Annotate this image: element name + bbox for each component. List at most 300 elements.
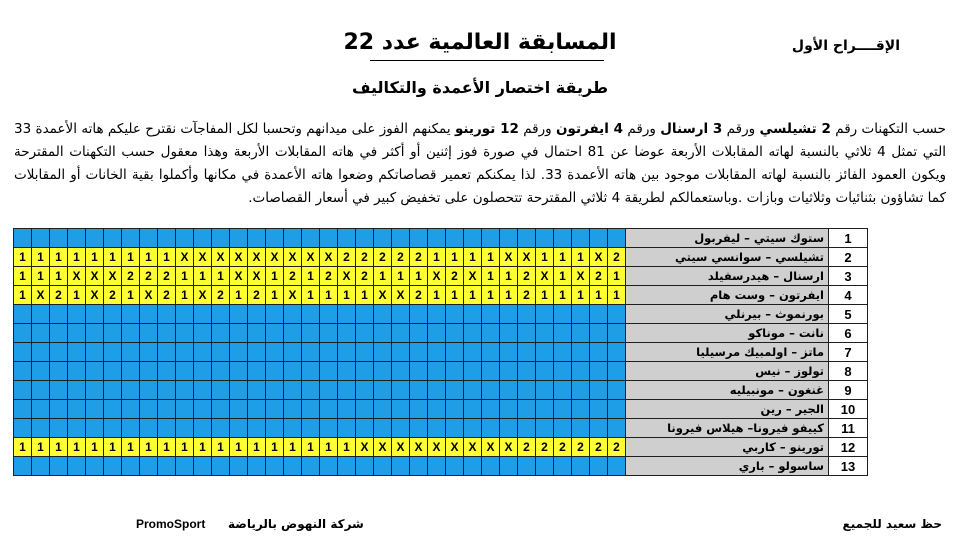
grid-cell: [14, 305, 32, 324]
grid-cell: [212, 343, 230, 362]
table-row: [14, 400, 868, 419]
grid-cell: [140, 419, 158, 438]
grid-cell: [392, 457, 410, 476]
grid-cell: 1: [482, 286, 500, 305]
table-row: [14, 286, 868, 305]
grid-cell: [500, 362, 518, 381]
grid-cell: [392, 362, 410, 381]
grid-cell: [86, 324, 104, 343]
para-text-3: ورقم: [623, 121, 661, 137]
grid-cell: 2: [608, 438, 626, 457]
grid-cell: 2: [410, 286, 428, 305]
grid-cell: X: [428, 267, 446, 286]
grid-cell: [536, 343, 554, 362]
grid-cell: [122, 362, 140, 381]
grid-cell: [104, 457, 122, 476]
grid-cell: [68, 419, 86, 438]
para-text-5: يمكنهم الفوز على ميدانهم وتحسبا لكل المفاجآت نقترح عليكم هاته الأعمدة 33 التي تمثل 4 ثلاثي بالنسبة لهاته المقابلات الأربعة عوضا عن 81 احتمال في صورة فوز إثنين أو أكثر في هاته المقابلات الأربعة وهذا معقول حسب التكهنات المقترحة ويكون العمود الفائز بالنسبة لهاته المقابلات موجود بين هاته الأعمدة 33. لذا يمكنكم تعمير قصاصاتكم وضعوا هاته الأعمدة في مكانها وأكملوا بقية الخانات أو المقابلات كما تشاؤون بثنائيات وثلاثيات وبازات .وباستعمالكم لطريقة 4 ثلاثي المقترحة تتحصلون على تخفيض كبير في أسعار القصاصات.: [14, 121, 946, 206]
grid-cell: [302, 229, 320, 248]
grid-cell: [518, 343, 536, 362]
grid-cell: [410, 362, 428, 381]
match-name: تولوز – نيس: [626, 362, 829, 381]
grid-cell: [122, 305, 140, 324]
grid-cell: [266, 324, 284, 343]
grid-cell: [320, 457, 338, 476]
grid-cell: 1: [500, 267, 518, 286]
grid-cell: [248, 400, 266, 419]
grid-cell: [464, 229, 482, 248]
match-number: 2: [829, 248, 868, 267]
grid-cell: X: [176, 248, 194, 267]
grid-cell: 1: [230, 438, 248, 457]
grid-cell: [248, 381, 266, 400]
grid-cell: [392, 324, 410, 343]
grid-cell: [266, 343, 284, 362]
grid-cell: [122, 457, 140, 476]
match-name: ماتز – اولمبيك مرسيليا: [626, 343, 829, 362]
grid-cell: X: [428, 438, 446, 457]
grid-cell: [590, 305, 608, 324]
grid-cell: [464, 324, 482, 343]
grid-cell: [392, 229, 410, 248]
grid-cell: 1: [86, 248, 104, 267]
grid-cell: [284, 381, 302, 400]
grid-cell: [536, 457, 554, 476]
grid-cell: 1: [410, 267, 428, 286]
grid-cell: [608, 305, 626, 324]
grid-cell: [590, 362, 608, 381]
grid-cell: [32, 457, 50, 476]
grid-cell: 1: [140, 248, 158, 267]
grid-cell: 2: [284, 267, 302, 286]
grid-cell: [122, 229, 140, 248]
grid-cell: [68, 324, 86, 343]
grid-cell: [572, 419, 590, 438]
grid-cell: 2: [392, 248, 410, 267]
grid-cell: [104, 400, 122, 419]
grid-cell: X: [68, 267, 86, 286]
grid-cell: 1: [554, 248, 572, 267]
grid-cell: 1: [266, 438, 284, 457]
grid-cell: [14, 400, 32, 419]
grid-cell: [68, 343, 86, 362]
grid-cell: [176, 419, 194, 438]
grid-cell: [518, 305, 536, 324]
grid-cell: [32, 400, 50, 419]
match-number: 9: [829, 381, 868, 400]
grid-cell: [572, 305, 590, 324]
grid-cell: [86, 305, 104, 324]
match-number: 4: [829, 286, 868, 305]
grid-cell: [482, 362, 500, 381]
grid-cell: 2: [338, 248, 356, 267]
grid-cell: [374, 457, 392, 476]
grid-cell: 1: [464, 286, 482, 305]
brand-name: PromoSport: [136, 517, 206, 531]
grid-cell: 1: [482, 248, 500, 267]
grid-cell: [554, 305, 572, 324]
grid-cell: [32, 343, 50, 362]
grid-cell: [14, 381, 32, 400]
grid-cell: [302, 305, 320, 324]
pick-torino: 12 تورينو: [454, 121, 519, 137]
match-number: 3: [829, 267, 868, 286]
grid-cell: X: [446, 438, 464, 457]
grid-cell: [482, 457, 500, 476]
grid-cell: 1: [266, 267, 284, 286]
grid-cell: [50, 381, 68, 400]
grid-cell: X: [500, 438, 518, 457]
grid-cell: 2: [248, 286, 266, 305]
grid-cell: [572, 362, 590, 381]
grid-cell: [608, 381, 626, 400]
grid-cell: [590, 457, 608, 476]
grid-cell: [338, 324, 356, 343]
pick-arsenal: 3 ارسنال: [660, 121, 723, 137]
grid-cell: X: [266, 248, 284, 267]
grid-cell: [410, 381, 428, 400]
grid-cell: [284, 229, 302, 248]
grid-cell: [266, 457, 284, 476]
grid-cell: [50, 229, 68, 248]
table-row: [14, 381, 868, 400]
proposal-label: الإقــــراح الأول: [791, 38, 900, 54]
grid-cell: [554, 229, 572, 248]
grid-cell: 2: [608, 248, 626, 267]
grid-cell: [356, 305, 374, 324]
grid-cell: [176, 229, 194, 248]
grid-cell: [122, 400, 140, 419]
grid-cell: [608, 362, 626, 381]
grid-cell: [446, 457, 464, 476]
grid-cell: [320, 400, 338, 419]
grid-cell: [86, 362, 104, 381]
grid-cell: [68, 457, 86, 476]
grid-cell: [356, 381, 374, 400]
grid-cell: [50, 324, 68, 343]
grid-cell: [194, 343, 212, 362]
grid-cell: 1: [554, 286, 572, 305]
para-text-1: حسب التكهنات رقم: [830, 121, 946, 137]
grid-cell: [572, 381, 590, 400]
grid-cell: 1: [428, 248, 446, 267]
grid-cell: [230, 305, 248, 324]
grid-cell: 1: [446, 286, 464, 305]
grid-cell: [446, 381, 464, 400]
grid-cell: 2: [554, 438, 572, 457]
grid-cell: [32, 419, 50, 438]
grid-cell: 1: [464, 248, 482, 267]
grid-cell: 1: [194, 267, 212, 286]
grid-cell: [554, 362, 572, 381]
combinations-grid: [13, 228, 868, 476]
pick-chelsea: 2 تشيلسي: [759, 121, 831, 137]
grid-cell: [248, 229, 266, 248]
grid-cell: [410, 229, 428, 248]
grid-cell: X: [410, 438, 428, 457]
grid-cell: 2: [104, 286, 122, 305]
grid-cell: 2: [518, 286, 536, 305]
grid-cell: [284, 362, 302, 381]
grid-cell: X: [104, 267, 122, 286]
grid-cell: [230, 457, 248, 476]
match-number: 11: [829, 419, 868, 438]
grid-cell: [482, 400, 500, 419]
page-subtitle: طريقة اختصار الأعمدة والتكاليف: [351, 78, 609, 97]
table-row: [14, 438, 868, 457]
grid-cell: [518, 229, 536, 248]
grid-cell: [176, 305, 194, 324]
grid-cell: X: [482, 438, 500, 457]
grid-cell: 1: [572, 286, 590, 305]
grid-cell: [212, 305, 230, 324]
grid-cell: 1: [122, 286, 140, 305]
table-row: [14, 267, 868, 286]
grid-cell: [500, 400, 518, 419]
grid-cell: [104, 381, 122, 400]
grid-cell: [464, 457, 482, 476]
grid-cell: [374, 305, 392, 324]
match-name: تشيلسي – سوانسي سيتي: [626, 248, 829, 267]
grid-cell: [32, 362, 50, 381]
company-name: شركة النهوض بالرياضة: [228, 517, 364, 531]
grid-cell: [356, 343, 374, 362]
match-number: 6: [829, 324, 868, 343]
grid-cell: [68, 400, 86, 419]
grid-cell: [356, 419, 374, 438]
grid-cell: [194, 324, 212, 343]
grid-cell: 2: [140, 267, 158, 286]
grid-cell: [356, 457, 374, 476]
grid-cell: 1: [86, 438, 104, 457]
grid-cell: [104, 419, 122, 438]
grid-cell: [482, 419, 500, 438]
grid-cell: 1: [338, 286, 356, 305]
grid-cell: [176, 324, 194, 343]
grid-cell: [428, 324, 446, 343]
grid-cell: [284, 457, 302, 476]
grid-cell: [104, 343, 122, 362]
grid-cell: [104, 305, 122, 324]
grid-cell: [356, 229, 374, 248]
grid-cell: [140, 305, 158, 324]
grid-cell: [230, 419, 248, 438]
grid-cell: [392, 400, 410, 419]
grid-cell: 2: [158, 267, 176, 286]
grid-cell: [590, 324, 608, 343]
grid-cell: [482, 229, 500, 248]
grid-cell: [428, 419, 446, 438]
grid-cell: [590, 343, 608, 362]
grid-cell: [500, 381, 518, 400]
grid-cell: 1: [284, 438, 302, 457]
grid-cell: 1: [158, 438, 176, 457]
grid-cell: 1: [212, 438, 230, 457]
grid-cell: [446, 400, 464, 419]
table-row: [14, 362, 868, 381]
grid-cell: 1: [50, 438, 68, 457]
grid-cell: [140, 400, 158, 419]
grid-cell: [374, 229, 392, 248]
grid-cell: X: [32, 286, 50, 305]
grid-cell: [374, 419, 392, 438]
grid-cell: [50, 305, 68, 324]
grid-cell: [140, 381, 158, 400]
grid-cell: [14, 362, 32, 381]
grid-cell: [176, 343, 194, 362]
match-name: ايفرتون – وست هام: [626, 286, 829, 305]
grid-cell: X: [140, 286, 158, 305]
grid-cell: [302, 419, 320, 438]
grid-cell: [410, 343, 428, 362]
grid-cell: [194, 305, 212, 324]
grid-cell: X: [464, 267, 482, 286]
grid-cell: [194, 457, 212, 476]
grid-cell: [212, 457, 230, 476]
grid-cell: [32, 229, 50, 248]
match-number: 12: [829, 438, 868, 457]
grid-cell: [464, 343, 482, 362]
grid-cell: [158, 305, 176, 324]
grid-cell: 1: [356, 286, 374, 305]
grid-cell: [302, 457, 320, 476]
match-number: 1: [829, 229, 868, 248]
grid-cell: X: [86, 286, 104, 305]
grid-cell: 1: [392, 267, 410, 286]
grid-cell: [86, 381, 104, 400]
grid-cell: [518, 362, 536, 381]
grid-cell: [446, 324, 464, 343]
grid-cell: [392, 305, 410, 324]
grid-cell: [608, 343, 626, 362]
grid-cell: [320, 381, 338, 400]
table-row: [14, 305, 868, 324]
grid-cell: 2: [50, 286, 68, 305]
grid-cell: [194, 362, 212, 381]
grid-cell: X: [338, 267, 356, 286]
grid-cell: [536, 362, 554, 381]
grid-cell: [248, 305, 266, 324]
grid-cell: [14, 457, 32, 476]
grid-cell: [338, 457, 356, 476]
grid-cell: 2: [356, 267, 374, 286]
match-name: بورنموث – بيرنلي: [626, 305, 829, 324]
grid-cell: 2: [518, 438, 536, 457]
grid-cell: X: [194, 286, 212, 305]
grid-cell: [428, 229, 446, 248]
grid-cell: [572, 457, 590, 476]
grid-cell: 2: [410, 248, 428, 267]
grid-cell: [104, 324, 122, 343]
grid-cell: [446, 305, 464, 324]
table-row: [14, 248, 868, 267]
grid-cell: [248, 324, 266, 343]
grid-cell: 2: [572, 438, 590, 457]
grid-cell: [194, 381, 212, 400]
grid-cell: [14, 343, 32, 362]
grid-cell: 1: [14, 286, 32, 305]
grid-cell: [536, 305, 554, 324]
grid-cell: [464, 305, 482, 324]
grid-cell: [482, 324, 500, 343]
para-text-4: ورقم: [518, 121, 557, 137]
grid-cell: 1: [104, 248, 122, 267]
grid-cell: X: [374, 286, 392, 305]
grid-cell: 1: [14, 438, 32, 457]
table-row: [14, 419, 868, 438]
match-name: ارسنال – هيدرسفيلد: [626, 267, 829, 286]
grid-cell: [284, 324, 302, 343]
grid-cell: [140, 229, 158, 248]
description-paragraph: [14, 118, 946, 210]
grid-cell: 1: [104, 438, 122, 457]
grid-cell: 2: [212, 286, 230, 305]
grid-cell: [14, 419, 32, 438]
grid-cell: [68, 362, 86, 381]
grid-cell: [518, 400, 536, 419]
grid-cell: [194, 229, 212, 248]
grid-cell: [68, 229, 86, 248]
grid-cell: [374, 400, 392, 419]
grid-cell: [212, 381, 230, 400]
grid-cell: [104, 229, 122, 248]
grid-cell: [158, 457, 176, 476]
grid-cell: [464, 362, 482, 381]
match-number: 7: [829, 343, 868, 362]
match-number: 5: [829, 305, 868, 324]
grid-cell: [410, 400, 428, 419]
grid-cell: [338, 362, 356, 381]
grid-cell: X: [284, 248, 302, 267]
grid-cell: [518, 324, 536, 343]
grid-cell: 1: [428, 286, 446, 305]
grid-cell: [500, 419, 518, 438]
grid-cell: [338, 381, 356, 400]
grid-cell: [230, 229, 248, 248]
grid-cell: [122, 419, 140, 438]
grid-cell: [302, 400, 320, 419]
grid-cell: [86, 343, 104, 362]
grid-cell: [554, 419, 572, 438]
grid-cell: 1: [554, 267, 572, 286]
grid-cell: [230, 381, 248, 400]
grid-cell: [86, 400, 104, 419]
grid-cell: [428, 381, 446, 400]
grid-cell: 1: [32, 438, 50, 457]
grid-cell: [230, 324, 248, 343]
grid-cell: [212, 362, 230, 381]
grid-cell: 1: [212, 267, 230, 286]
grid-cell: [320, 343, 338, 362]
grid-cell: [158, 229, 176, 248]
title-underline: [370, 60, 604, 61]
grid-cell: [212, 419, 230, 438]
grid-cell: [266, 305, 284, 324]
grid-cell: 1: [536, 286, 554, 305]
grid-cell: 1: [320, 438, 338, 457]
grid-cell: 1: [50, 267, 68, 286]
grid-cell: X: [230, 267, 248, 286]
grid-cell: X: [572, 267, 590, 286]
grid-cell: X: [500, 248, 518, 267]
grid-cell: X: [194, 248, 212, 267]
grid-cell: [356, 400, 374, 419]
grid-cell: [158, 381, 176, 400]
grid-cell: [140, 362, 158, 381]
grid-cell: [176, 400, 194, 419]
grid-cell: X: [230, 248, 248, 267]
grid-cell: [374, 324, 392, 343]
